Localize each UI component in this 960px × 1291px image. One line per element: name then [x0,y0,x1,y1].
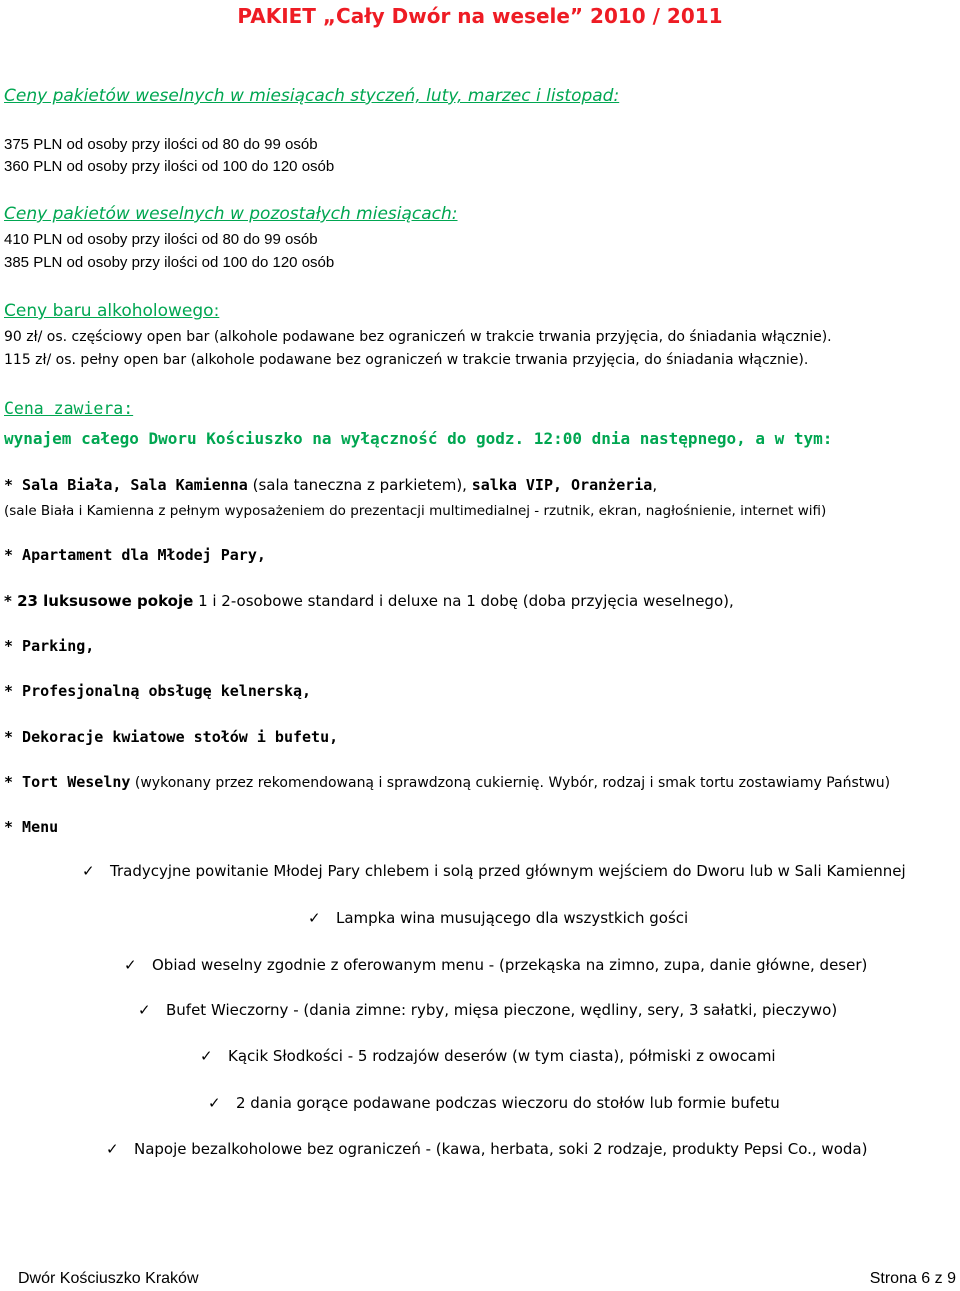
includes-halls [4,476,657,494]
prices-low-heading: Ceny pakietów weselnych w miesiącach styczeń, luty, marzec i listopad: [4,86,620,106]
menu-item-text: Obiad weselny zgodnie z oferowanym menu - (przekąska na zimno, zupa, danie główne, deser) [152,956,868,974]
bar-line-2: 115 zł/ os. pełny open bar (alkohole podawane bez ograniczeń w trakcie trwania przyjęcia, do śniadania włącznie). [4,352,809,368]
bar-line-1: 90 zł/ os. częściowy open bar (alkohole podawane bez ograniczeń w trakcie trwania przyjęcia, do śniadania włącznie). [4,329,832,345]
includes-decor: * Dekoracje kwiatowe stołów i bufetu, [4,728,339,746]
menu-item [82,862,906,880]
bar-heading: Ceny baru alkoholowego: [4,301,220,321]
halls-bold-2: salka VIP, Oranżeria [471,476,653,494]
menu-item-text: Tradycyjne powitanie Młodej Pary chlebem i solą przed głównym wejściem do Dworu lub w Sali Kamiennej [110,862,906,880]
menu-item-text: Kącik Słodkości - 5 rodzajów deserów (w tym ciasta), półmiski z owocami [228,1047,776,1065]
halls-text-2: , [652,476,658,494]
includes-menu: * Menu [4,818,59,836]
halls-bold-1: * Sala Biała, Sala Kamienna [4,476,248,494]
includes-rooms [4,592,734,610]
check-icon: ✓ [82,862,95,880]
includes-rental: wynajem całego Dworu Kościuszko na wyłączność do godz. 12:00 dnia następnego, a w tym: [4,429,833,448]
includes-service: * Profesjonalną obsługę kelnerską, [4,682,312,700]
page-title: PAKIET „Cały Dwór na wesele” 2010 / 2011 [237,4,723,28]
check-icon: ✓ [106,1140,119,1158]
check-icon: ✓ [208,1094,221,1112]
menu-item-text: 2 dania gorące podawane podczas wieczoru do stołów lub formie bufetu [236,1094,780,1112]
includes-apartment: * Apartament dla Młodej Pary, [4,546,266,564]
check-icon: ✓ [308,909,321,927]
check-icon: ✓ [138,1001,151,1019]
menu-item [200,1047,776,1065]
prices-other-line-2: 385 PLN od osoby przy ilości od 100 do 120 osób [4,254,335,271]
cake-text: (wykonany przez rekomendowaną i sprawdzoną cukiernię. Wybór, rodzaj i smak tortu zostawiamy Państwu) [130,775,891,791]
rooms-bold: * 23 luksusowe pokoje [4,592,194,610]
menu-item [208,1094,780,1112]
footer-page-number: Strona 6 z 9 [869,1270,956,1287]
prices-low-line-2: 360 PLN od osoby przy ilości od 100 do 120 osób [4,158,335,175]
menu-item-text: Napoje bezalkoholowe bez ograniczeń - (kawa, herbata, soki 2 rodzaje, produkty Pepsi Co., woda) [134,1140,868,1158]
menu-item-text: Bufet Wieczorny - (dania zimne: ryby, mięsa pieczone, wędliny, sery, 3 sałatki, pieczywo) [166,1001,838,1019]
footer-left: Dwór Kościuszko Kraków [18,1270,199,1287]
includes-cake [4,773,890,791]
menu-item [138,1001,837,1019]
halls-text-1: (sala taneczna z parkietem), [247,476,472,494]
prices-other-heading: Ceny pakietów weselnych w pozostałych miesiącach: [4,204,458,224]
includes-parking: * Parking, [4,637,95,655]
menu-item [124,956,867,974]
includes-heading: Cena zawiera: [4,399,134,418]
cake-bold: * Tort Weselny [4,773,131,791]
check-icon: ✓ [200,1047,213,1065]
prices-low-line-1: 375 PLN od osoby przy ilości od 80 do 99 osób [4,136,318,153]
rooms-text: 1 i 2-osobowe standard i deluxe na 1 dobę (doba przyjęcia weselnego), [193,592,734,610]
menu-item [106,1140,867,1158]
check-icon: ✓ [124,956,137,974]
menu-item-text: Lampka wina musującego dla wszystkich gości [336,909,689,927]
prices-other-line-1: 410 PLN od osoby przy ilości od 80 do 99 osób [4,231,318,248]
menu-item [308,909,688,927]
halls-note: (sale Biała i Kamienna z pełnym wyposażeniem do prezentacji multimedialnej - rzutnik, ekran, nagłośnienie, internet wifi) [4,503,827,519]
